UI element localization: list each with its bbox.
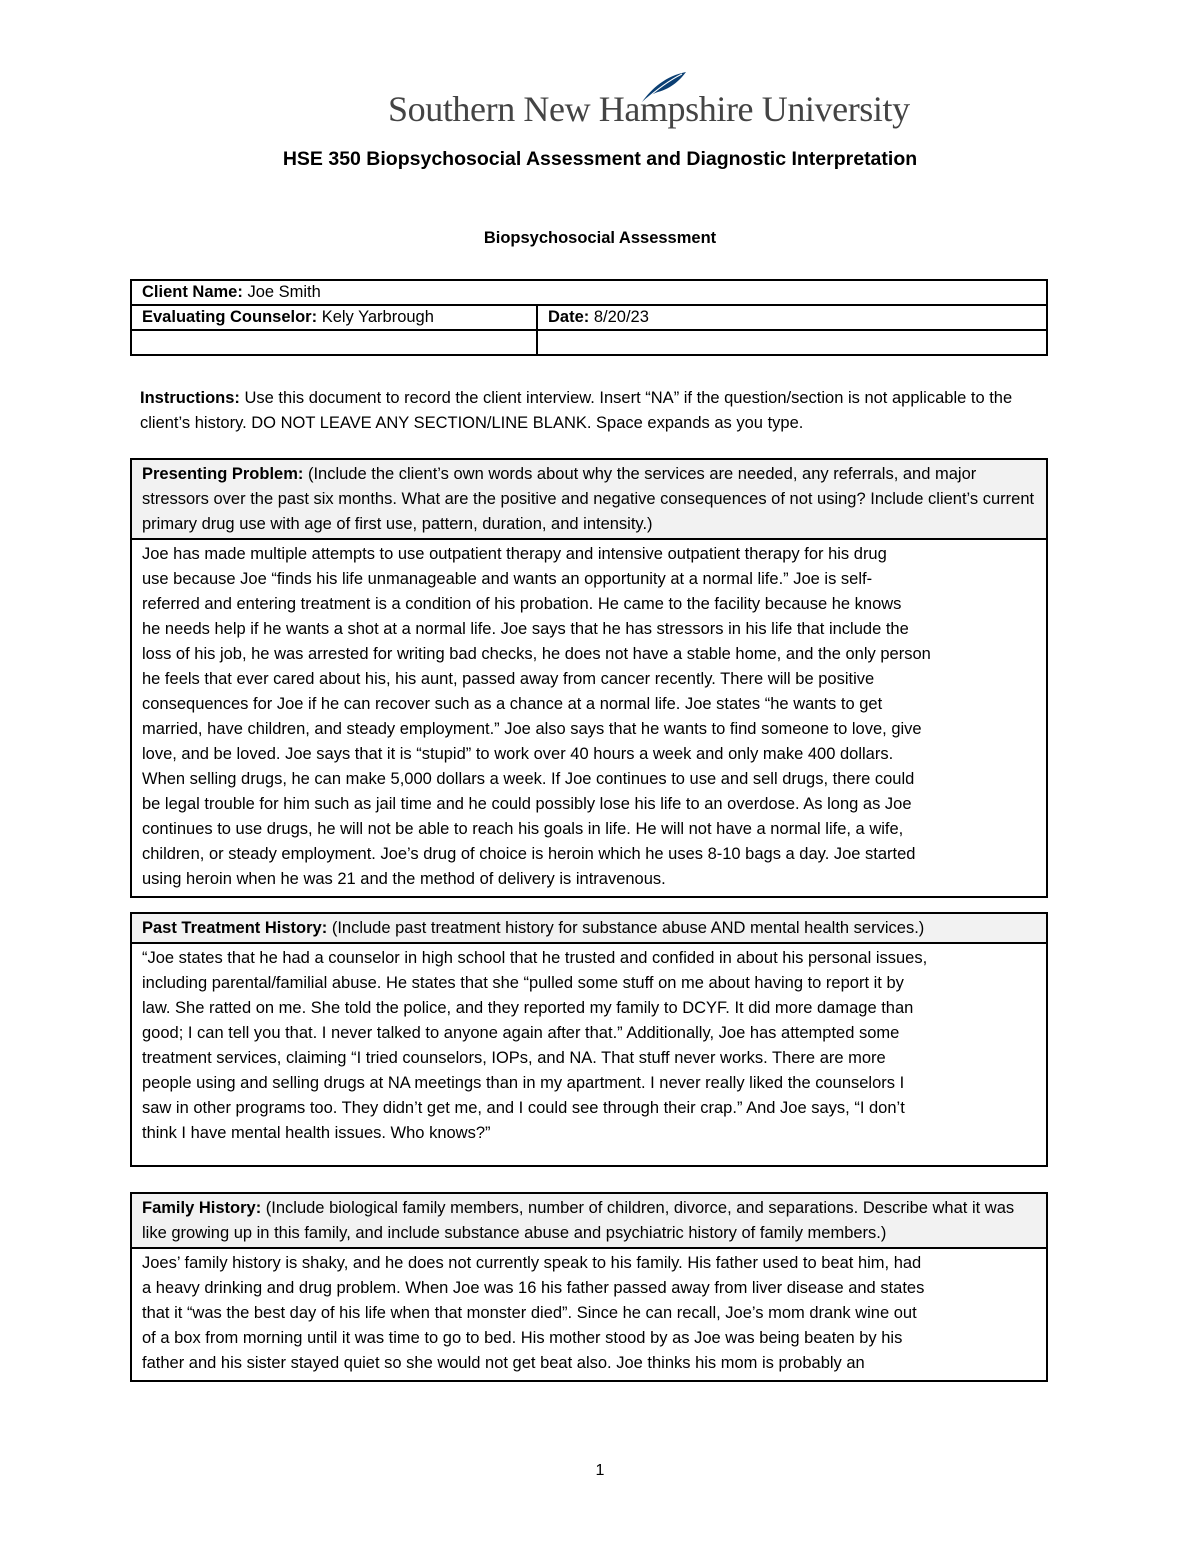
counselor-row [131,305,1047,330]
response-line: including parental/familial abuse. He states that she “pulled some stuff on me about having to report it by [142,974,904,992]
response-line: law. She ratted on me. She told the police, and they reported my family to DCYF. It did more damage than [142,999,914,1017]
empty-row [131,330,1047,355]
client-name-cell[interactable] [131,280,1047,305]
response-line: of a box from morning until it was time to go to bed. His mother stood by as Joe was being beaten by his [142,1329,903,1347]
counselor-label: Evaluating Counselor: [142,308,318,326]
counselor-value: Kely Yarbrough [317,308,434,326]
instructions-label: Instructions: [140,389,240,407]
response-line: married, have children, and steady employment.” Joe also says that he wants to find someone to love, give [142,720,922,738]
family-history-prompt: (Include biological family members, number of children, divorce, and separations. Describe what it was like growing up in this family, and include substance abuse and psychiatric history of family members.) [142,1199,1015,1242]
empty-cell-left[interactable] [131,330,537,355]
response-line: people using and selling drugs at NA meetings than in my apartment. I never really liked the counselors I [142,1074,905,1092]
presenting-problem-label: Presenting Problem: [142,465,304,483]
response-line: When selling drugs, he can make 5,000 dollars a week. If Joe continues to use and sell drugs, there could [142,770,915,788]
presenting-problem-prompt: (Include the client’s own words about why the services are needed, any referrals, and major stressors over the past six months. What are the positive and negative consequences of not using? Include client’s current primary drug use with age of first use, pattern, duration, and intensity.) [142,465,1035,533]
instructions [140,386,1040,436]
empty-cell-right[interactable] [537,330,1047,355]
response-line: referred and entering treatment is a condition of his probation. He came to the facility because he knows [142,595,902,613]
counselor-cell[interactable] [131,305,537,330]
response-line: “Joe states that he had a counselor in high school that he trusted and confided in about his personal issues, [142,949,928,967]
document-title: HSE 350 Biopsychosocial Assessment and Diagnostic Interpretation [282,148,918,170]
past-treatment-section [130,912,1048,1167]
client-info-table [130,279,1048,356]
client-name-label: Client Name: [142,283,243,301]
response-line: consequences for Joe if he can recover such as a chance at a normal life. Joe states “he wants to get [142,695,883,713]
response-line: he feels that ever cared about his, his aunt, passed away from cancer recently. There will be positive [142,670,875,688]
client-name-value: Joe Smith [242,283,321,301]
response-line: Joe has made multiple attempts to use outpatient therapy and intensive outpatient therapy for his drug [142,545,887,563]
university-logo [388,70,910,136]
response-line: a heavy drinking and drug problem. When Joe was 16 his father passed away from liver disease and states [142,1279,925,1297]
response-line: use because Joe “finds his life unmanageable and wants an opportunity at a normal life.” Joe is self- [142,570,873,588]
response-line: good; I can tell you that. I never talked to anyone again after that.” Additionally, Joe has attempted some [142,1024,900,1042]
response-line: he needs help if he wants a shot at a normal life. Joe says that he has stressors in his life that include the [142,620,909,638]
family-history-header [132,1194,1046,1249]
response-line: father and his sister stayed quiet so she would not get beat also. Joe thinks his mom is probably an [142,1354,865,1372]
past-treatment-label: Past Treatment History: [142,919,328,937]
response-line: love, and be loved. Joe says that it is “stupid” to work over 40 hours a week and only make 400 dollars. [142,745,894,763]
presenting-problem-section [130,458,1048,898]
page-number: 1 [595,1462,605,1479]
family-history-response[interactable] [132,1249,1046,1380]
past-treatment-header [132,914,1046,944]
response-line: Joes’ family history is shaky, and he does not currently speak to his family. His father used to beat him, had [142,1254,922,1272]
response-line: using heroin when he was 21 and the method of delivery is intravenous. [142,870,666,888]
date-value: 8/20/23 [589,308,649,326]
presenting-problem-header [132,460,1046,540]
response-line: loss of his job, he was arrested for writing bad checks, he does not have a stable home, and the only person [142,645,931,663]
past-treatment-response[interactable] [132,944,1046,1150]
response-line: treatment services, claiming “I tried counselors, IOPs, and NA. That stuff never works. There are more [142,1049,886,1067]
family-history-section [130,1192,1048,1382]
response-line: be legal trouble for him such as jail time and he could possibly lose his life to an overdose. As long as Joe [142,795,912,813]
response-line: think I have mental health issues. Who knows?” [142,1124,491,1142]
date-label: Date: [548,308,590,326]
instructions-text: Use this document to record the client interview. Insert “NA” if the question/section is not applicable to the client’s history. DO NOT LEAVE ANY SECTION/LINE BLANK. Space expands as you type. [140,389,1013,432]
logo-text: Southern New Hampshire University [388,89,910,129]
presenting-problem-response[interactable] [132,540,1046,896]
leaf-icon [638,70,688,104]
past-treatment-prompt: (Include past treatment history for substance abuse AND mental health services.) [327,919,925,937]
family-history-label: Family History: [142,1199,262,1217]
response-line: that it “was the best day of his life when that monster died”. Since he can recall, Joe’s mom drank wine out [142,1304,917,1322]
response-line: saw in other programs too. They didn’t get me, and I could see through their crap.” And Joe says, “I don’t [142,1099,905,1117]
client-name-row [131,280,1047,305]
document-subtitle: Biopsychosocial Assessment [483,229,717,247]
response-line: continues to use drugs, he will not be able to reach his goals in life. He will not have a normal life, a wife, [142,820,904,838]
response-line: children, or steady employment. Joe’s drug of choice is heroin which he uses 8-10 bags a day. Joe started [142,845,916,863]
date-cell[interactable] [537,305,1047,330]
